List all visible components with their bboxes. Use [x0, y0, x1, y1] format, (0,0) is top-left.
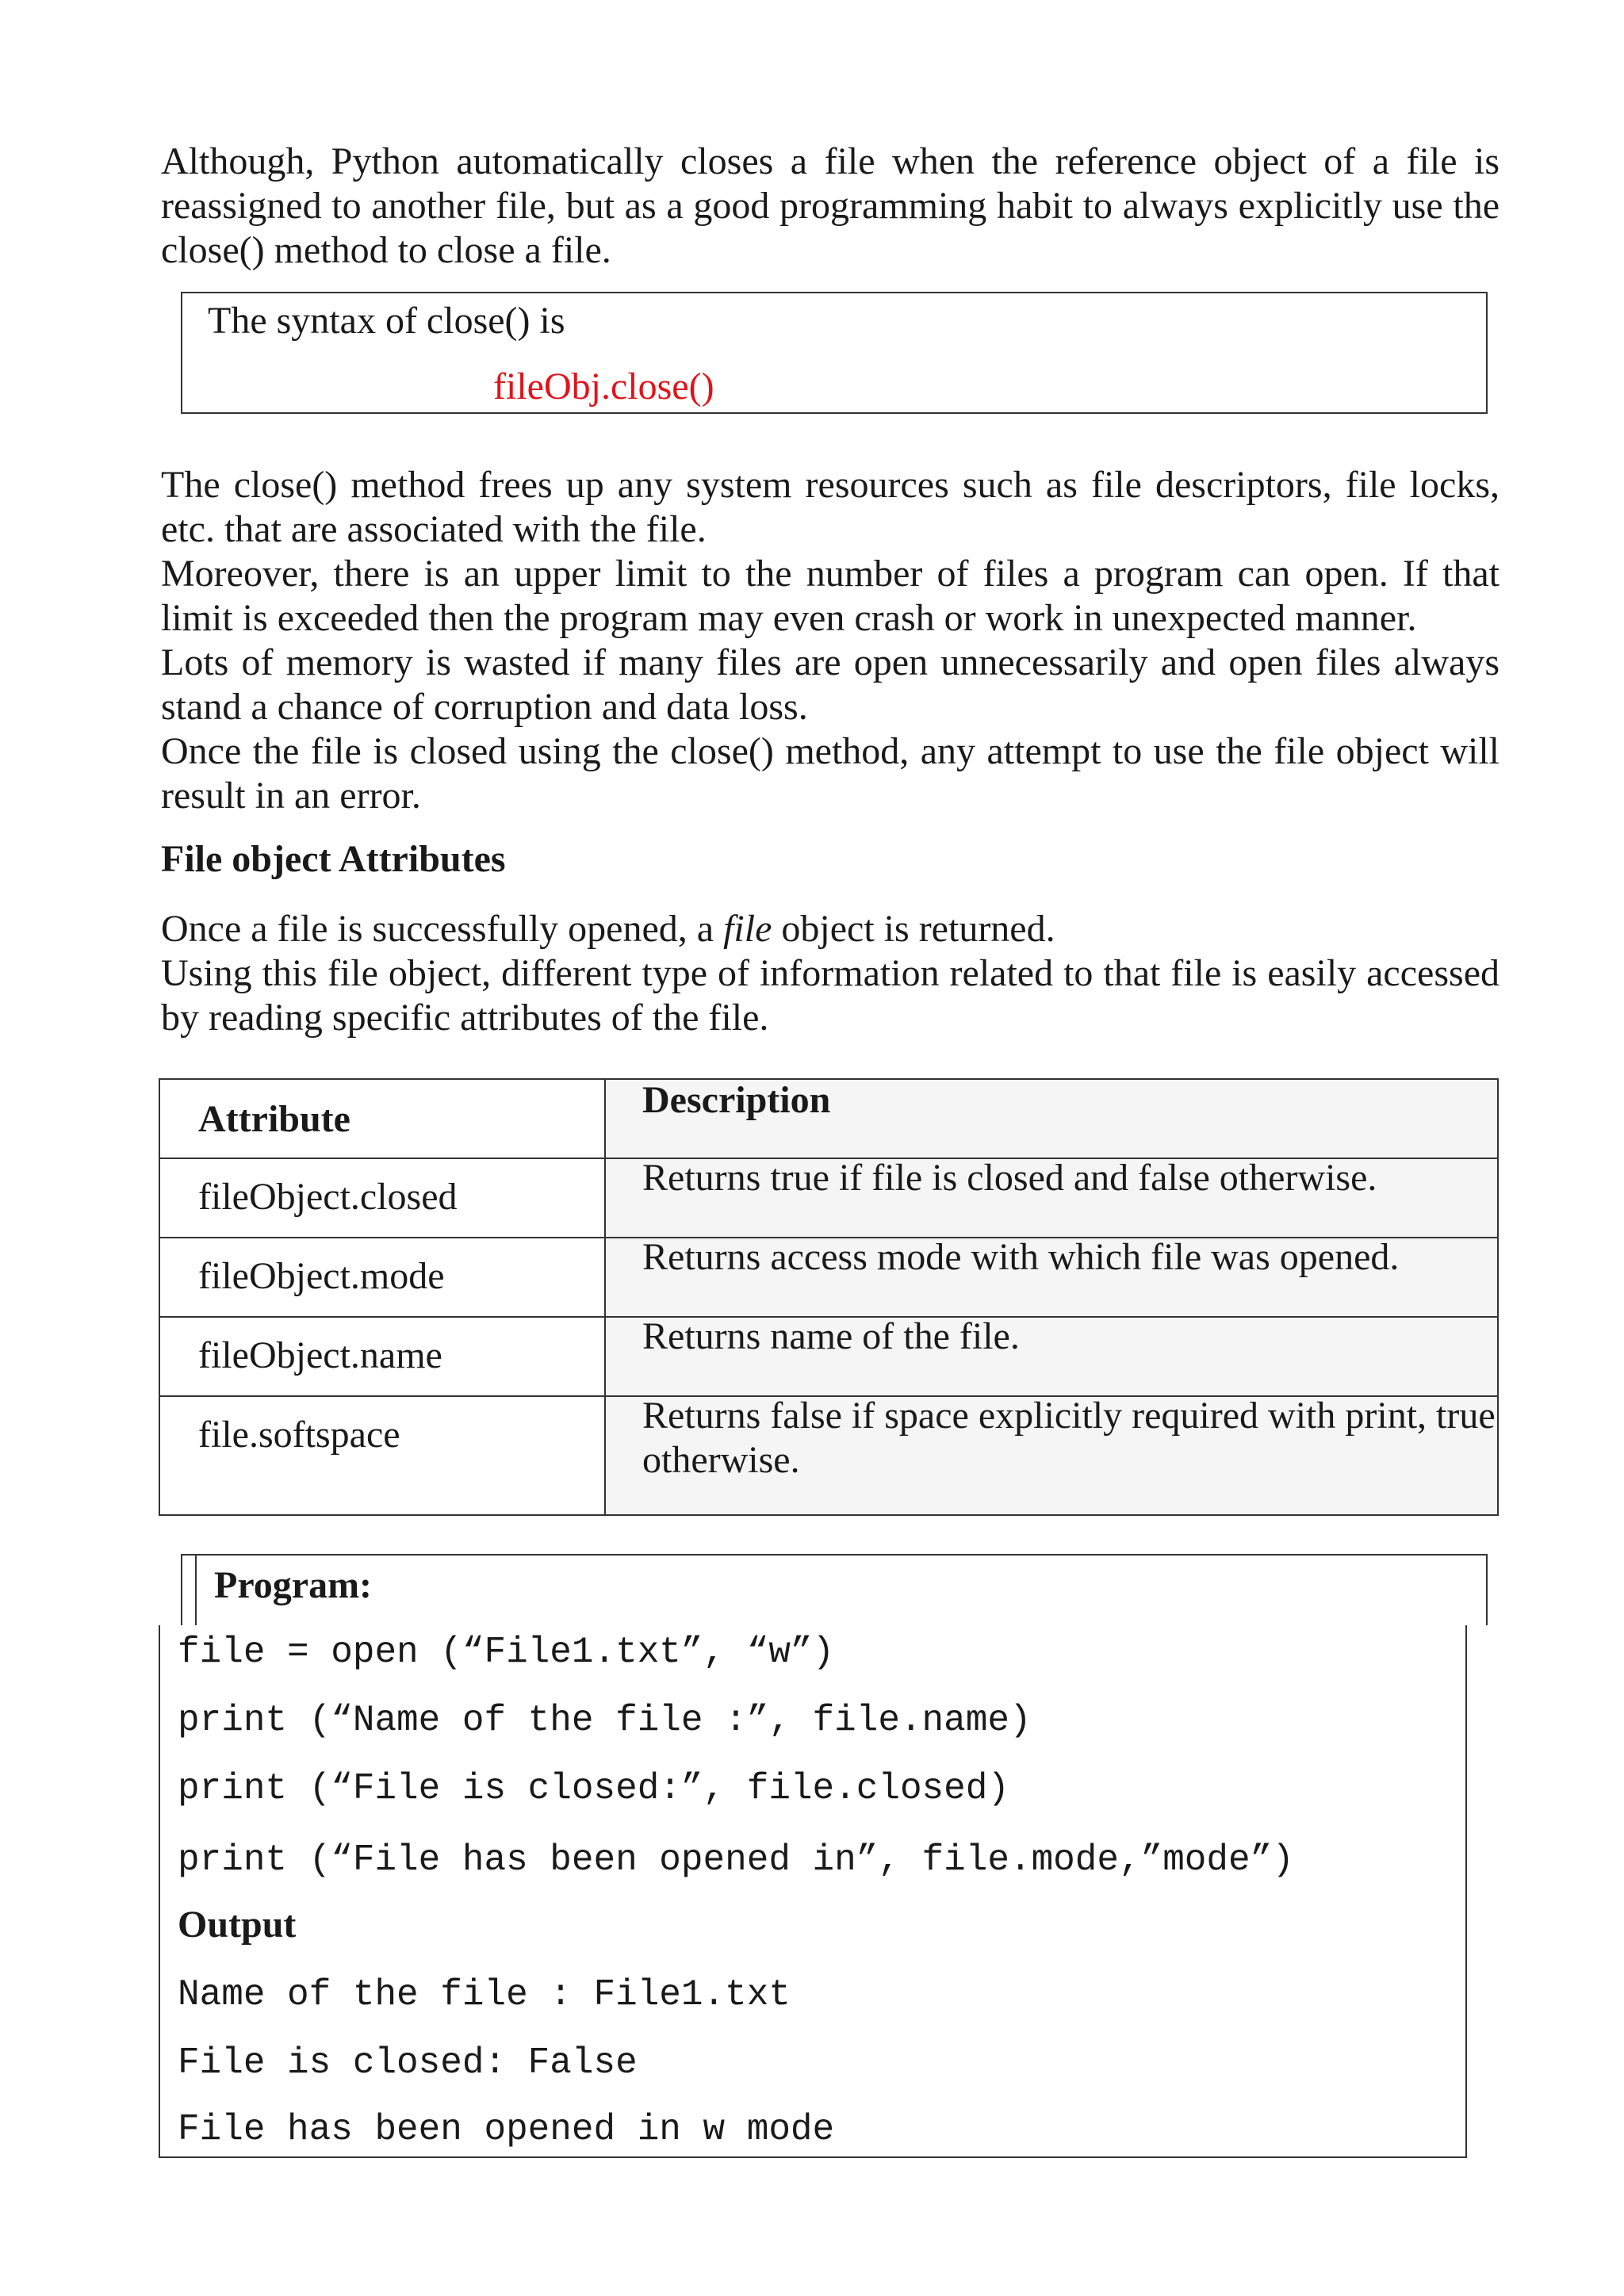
section-line-1	[161, 907, 1500, 951]
intro-paragraph: Although, Python automatically closes a file when the reference object of a file is reassigned to another file, but as a good programming habit to always explicitly use the close() method to close a file.	[161, 140, 1500, 271]
program-header-divider	[195, 1556, 197, 1625]
table-row	[160, 1237, 1497, 1318]
attributes-table	[159, 1078, 1499, 1516]
body-paragraph-1: The close() method frees up any system resources such as file descriptors, file locks, etc. that are associated with the file.	[161, 464, 1500, 550]
row-description: Returns name of the file.	[642, 1315, 1020, 1357]
row-description: Returns access mode with which file was opened.	[642, 1236, 1400, 1278]
row-attribute: fileObject.closed	[198, 1176, 458, 1218]
body-paragraph-3: Lots of memory is wasted if many files are open unnecessarily and open files always stand a chance of corruption and data loss.	[161, 641, 1500, 728]
output-line: File has been opened in w mode	[178, 2109, 835, 2150]
body-paragraph-2: Moreover, there is an upper limit to the number of files a program can open. If that limit is exceeded then the program may even crash or work in unexpected manner.	[161, 553, 1500, 639]
output-line: File is closed: False	[178, 2042, 638, 2084]
syntax-box	[181, 292, 1488, 414]
program-code-box	[159, 1625, 1467, 2158]
output-line: Name of the file : File1.txt	[178, 1974, 791, 2015]
row-attribute: fileObject.mode	[198, 1255, 445, 1297]
output-title: Output	[178, 1904, 297, 1946]
section-heading: File object Attributes	[161, 838, 506, 880]
body-paragraph-4: Once the file is closed using the close() method, any attempt to use the file object will result in an error.	[161, 730, 1500, 817]
syntax-code: fileObj.close()	[493, 365, 714, 408]
section-line-2: Using this file object, different type of information related to that file is easily accessed by reading specific attributes of the file.	[161, 952, 1500, 1039]
section-line-1-end: object is returned.	[772, 908, 1055, 950]
program-title: Program:	[214, 1564, 373, 1606]
code-line: print (“File has been opened in”, file.mode,”mode”)	[178, 1839, 1294, 1881]
section-line-1-start: Once a file is successfully opened, a	[161, 908, 724, 950]
section-line-1-italic: file	[723, 908, 772, 950]
code-line: print (“File is closed:”, file.closed)	[178, 1768, 1009, 1809]
header-description: Description	[642, 1079, 831, 1121]
table-row	[160, 1316, 1497, 1397]
row-description: Returns false if space explicitly required with print, true otherwise.	[642, 1395, 1496, 1481]
table-header-row	[160, 1080, 1497, 1158]
row-attribute: fileObject.name	[198, 1334, 442, 1376]
code-line: print (“Name of the file :”, file.name)	[178, 1700, 1032, 1741]
row-attribute: file.softspace	[198, 1414, 400, 1456]
row-description: Returns true if file is closed and false otherwise.	[642, 1157, 1377, 1199]
table-row	[160, 1158, 1497, 1238]
table-row	[160, 1395, 1497, 1517]
syntax-title: The syntax of close() is	[208, 300, 565, 342]
code-line: file = open (“File1.txt”, “w”)	[178, 1632, 835, 1673]
header-attribute: Attribute	[198, 1098, 350, 1140]
program-header-box	[181, 1554, 1488, 1625]
